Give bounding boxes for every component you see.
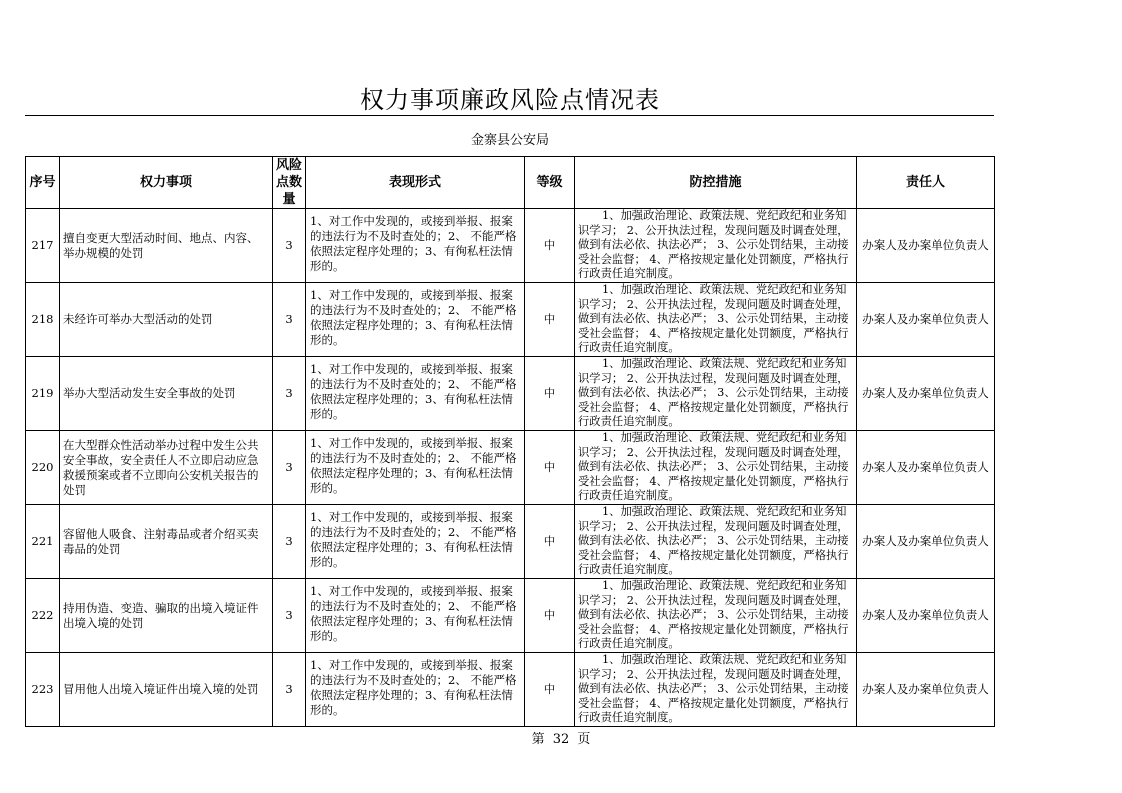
- table-row: [26, 209, 995, 283]
- cell-measures: [575, 579, 857, 653]
- cell-level: 中: [525, 505, 575, 579]
- header-item: 权力事项: [60, 157, 273, 209]
- header-measures: 防控措施: [575, 157, 857, 209]
- table-header-row: [26, 157, 995, 209]
- cell-risk-count: 3: [273, 431, 306, 505]
- cell-no: 218: [26, 283, 60, 357]
- cell-manifestation: 1、对工作中发现的，或接到举报、报案的违法行为不及时查处的；2、 不能严格依照法定程序处理的；3、有徇私枉法情形的。: [306, 505, 525, 579]
- cell-responsible: 办案人及办案单位负责人: [857, 431, 995, 505]
- cell-responsible: 办案人及办案单位负责人: [857, 209, 995, 283]
- cell-item: 在大型群众性活动举办过程中发生公共安全事故，安全责任人不立即启动应急救援预案或者不立即向公安机关报告的处罚: [60, 431, 273, 505]
- cell-risk-count: 3: [273, 357, 306, 431]
- cell-no: 219: [26, 357, 60, 431]
- cell-responsible: 办案人及办案单位负责人: [857, 505, 995, 579]
- document-title: 权力事项廉政风险点情况表: [360, 86, 660, 114]
- cell-no: 222: [26, 579, 60, 653]
- cell-no: 220: [26, 431, 60, 505]
- cell-item: 持用伪造、变造、骗取的出境入境证件出境入境的处罚: [60, 579, 273, 653]
- page-number: [0, 728, 1122, 747]
- page-prefix: 第: [531, 732, 545, 747]
- cell-item: 擅自变更大型活动时间、地点、内容、举办规模的处罚: [60, 209, 273, 283]
- cell-responsible: 办案人及办案单位负责人: [857, 283, 995, 357]
- table-row: [26, 653, 995, 727]
- cell-no: 223: [26, 653, 60, 727]
- cell-manifestation: 1、对工作中发现的，或接到举报、报案的违法行为不及时查处的；2、 不能严格依照法定程序处理的；3、有徇私枉法情形的。: [306, 283, 525, 357]
- cell-measures: [575, 653, 857, 727]
- cell-risk-count: 3: [273, 283, 306, 357]
- cell-level: 中: [525, 431, 575, 505]
- header-responsible: 责任人: [857, 157, 995, 209]
- cell-risk-count: 3: [273, 505, 306, 579]
- cell-measures: [575, 209, 857, 283]
- cell-item: 未经许可举办大型活动的处罚: [60, 283, 273, 357]
- cell-manifestation: 1、对工作中发现的，或接到举报、报案的违法行为不及时查处的；2、 不能严格依照法定程序处理的；3、有徇私枉法情形的。: [306, 209, 525, 283]
- title-divider: [25, 115, 994, 116]
- header-level: 等级: [525, 157, 575, 209]
- measures-text: 1、加强政治理论、政策法规、党纪政纪和业务知识学习； 2、公开执法过程，发现问题及时调查处理，做到有法必依、执法必严； 3、公示处罚结果，主动接受社会监督； 4、严格按规定量化处罚额度，严格执行行政责任追究制度。: [578, 357, 849, 429]
- cell-responsible: 办案人及办案单位负责人: [857, 357, 995, 431]
- page-number-value: 32: [552, 732, 570, 747]
- cell-measures: [575, 283, 857, 357]
- measures-text: 1、加强政治理论、政策法规、党纪政纪和业务知识学习； 2、公开执法过程，发现问题及时调查处理，做到有法必依、执法必严； 3、公示处罚结果，主动接受社会监督； 4、严格按规定量化处罚额度，严格执行行政责任追究制度。: [578, 431, 849, 503]
- table-row: [26, 357, 995, 431]
- cell-level: 中: [525, 283, 575, 357]
- cell-item: 容留他人吸食、注射毒品或者介绍买卖毒品的处罚: [60, 505, 273, 579]
- cell-no: 221: [26, 505, 60, 579]
- header-manifestation: 表现形式: [306, 157, 525, 209]
- cell-risk-count: 3: [273, 579, 306, 653]
- cell-level: 中: [525, 357, 575, 431]
- header-risk-count: 风险点数量: [273, 157, 306, 209]
- cell-level: 中: [525, 579, 575, 653]
- cell-item: 冒用他人出境入境证件出境入境的处罚: [60, 653, 273, 727]
- cell-manifestation: 1、对工作中发现的，或接到举报、报案的违法行为不及时查处的；2、 不能严格依照法定程序处理的；3、有徇私枉法情形的。: [306, 431, 525, 505]
- measures-text: 1、加强政治理论、政策法规、党纪政纪和业务知识学习； 2、公开执法过程，发现问题及时调查处理，做到有法必依、执法必严； 3、公示处罚结果，主动接受社会监督； 4、严格按规定量化处罚额度，严格执行行政责任追究制度。: [578, 209, 849, 281]
- cell-manifestation: 1、对工作中发现的，或接到举报、报案的违法行为不及时查处的；2、 不能严格依照法定程序处理的；3、有徇私枉法情形的。: [306, 579, 525, 653]
- cell-level: 中: [525, 653, 575, 727]
- cell-manifestation: 1、对工作中发现的，或接到举报、报案的违法行为不及时查处的；2、 不能严格依照法定程序处理的；3、有徇私枉法情形的。: [306, 357, 525, 431]
- page-suffix: 页: [577, 732, 591, 747]
- table-row: [26, 431, 995, 505]
- cell-no: 217: [26, 209, 60, 283]
- cell-responsible: 办案人及办案单位负责人: [857, 579, 995, 653]
- measures-text: 1、加强政治理论、政策法规、党纪政纪和业务知识学习； 2、公开执法过程，发现问题及时调查处理，做到有法必依、执法必严； 3、公示处罚结果，主动接受社会监督； 4、严格按规定量化处罚额度，严格执行行政责任追究制度。: [578, 505, 849, 577]
- cell-risk-count: 3: [273, 653, 306, 727]
- table-row: [26, 579, 995, 653]
- unit-name: 金寨县公安局: [470, 133, 549, 148]
- cell-measures: [575, 505, 857, 579]
- cell-risk-count: 3: [273, 209, 306, 283]
- cell-measures: [575, 357, 857, 431]
- measures-text: 1、加强政治理论、政策法规、党纪政纪和业务知识学习； 2、公开执法过程，发现问题及时调查处理，做到有法必依、执法必严； 3、公示处罚结果，主动接受社会监督； 4、严格按规定量化处罚额度，严格执行行政责任追究制度。: [578, 653, 849, 725]
- cell-manifestation: 1、对工作中发现的，或接到举报、报案的违法行为不及时查处的；2、 不能严格依照法定程序处理的；3、有徇私枉法情形的。: [306, 653, 525, 727]
- measures-text: 1、加强政治理论、政策法规、党纪政纪和业务知识学习； 2、公开执法过程，发现问题及时调查处理，做到有法必依、执法必严； 3、公示处罚结果，主动接受社会监督； 4、严格按规定量化处罚额度，严格执行行政责任追究制度。: [578, 283, 849, 355]
- measures-text: 1、加强政治理论、政策法规、党纪政纪和业务知识学习； 2、公开执法过程，发现问题及时调查处理，做到有法必依、执法必严； 3、公示处罚结果，主动接受社会监督； 4、严格按规定量化处罚额度，严格执行行政责任追究制度。: [578, 579, 849, 651]
- cell-measures: [575, 431, 857, 505]
- cell-item: 举办大型活动发生安全事故的处罚: [60, 357, 273, 431]
- header-no: 序号: [26, 157, 60, 209]
- table-row: [26, 505, 995, 579]
- risk-table: [25, 156, 995, 727]
- table-row: [26, 283, 995, 357]
- cell-level: 中: [525, 209, 575, 283]
- cell-responsible: 办案人及办案单位负责人: [857, 653, 995, 727]
